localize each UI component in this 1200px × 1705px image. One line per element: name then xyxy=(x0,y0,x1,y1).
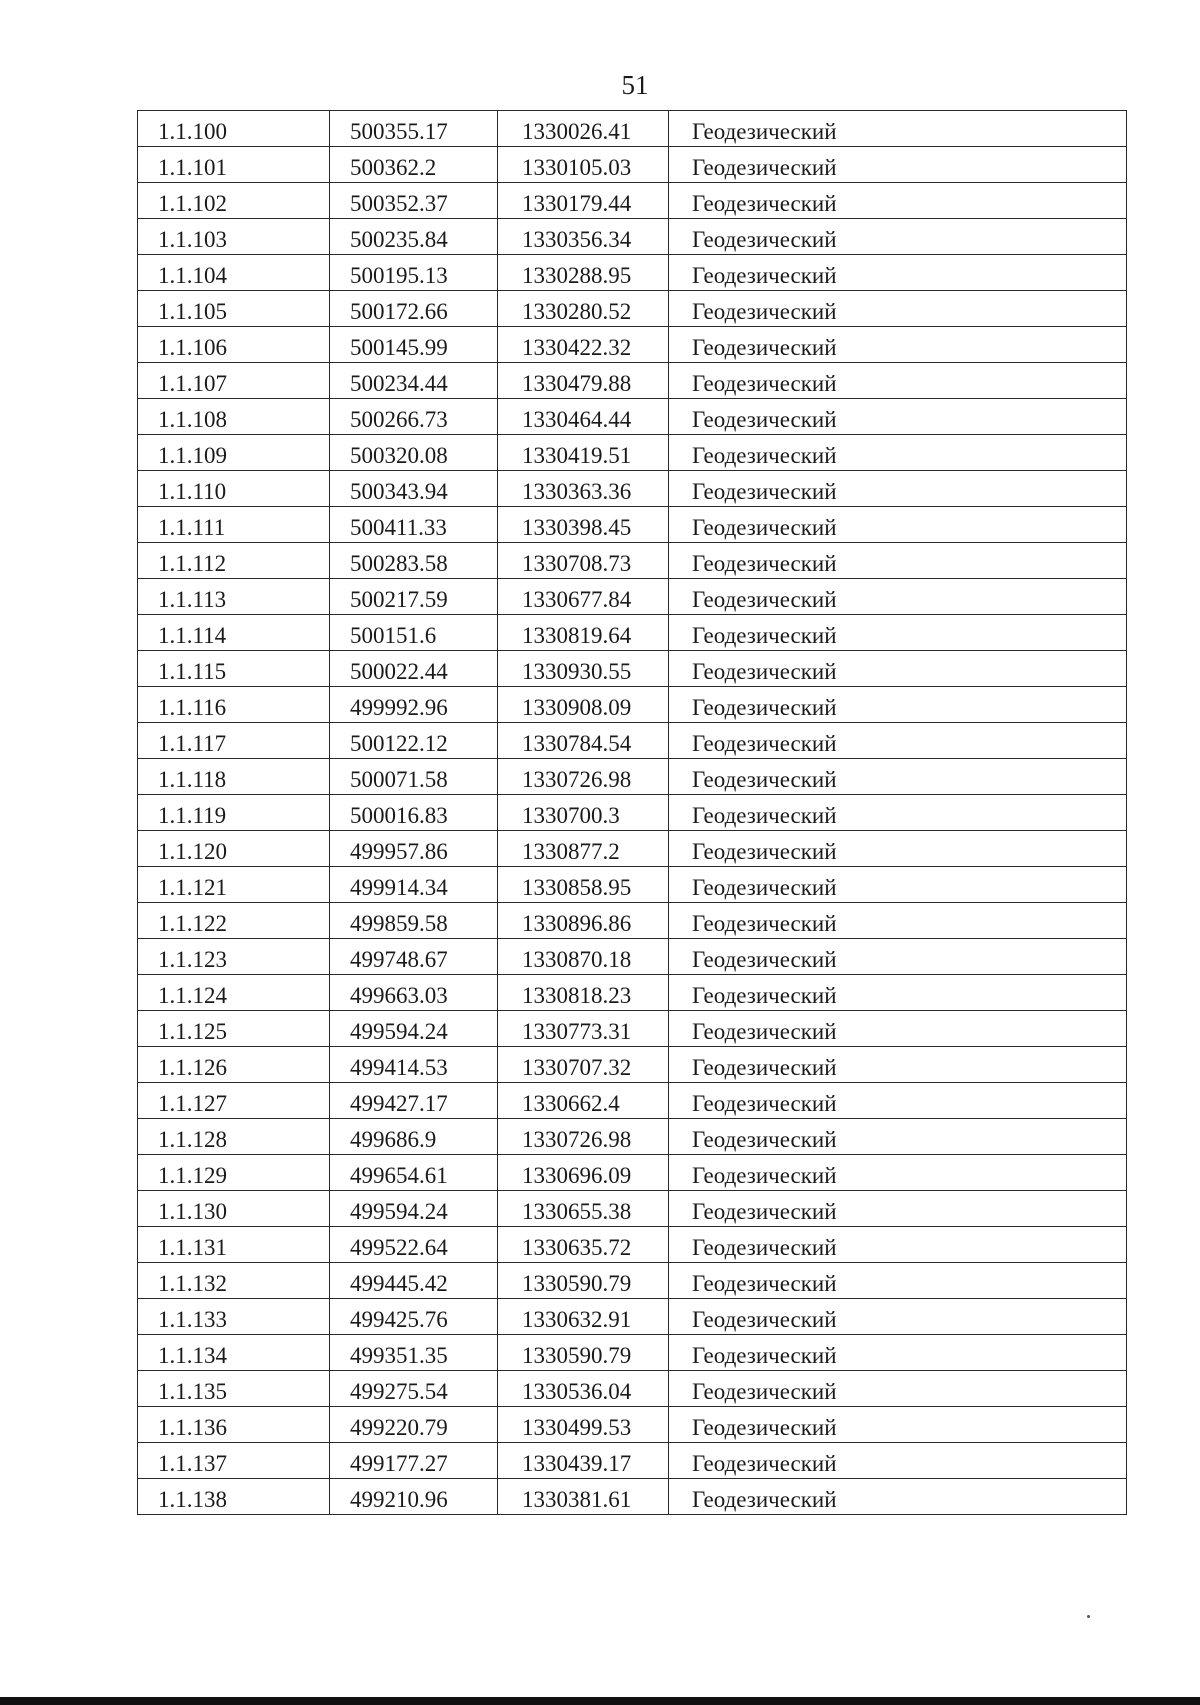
point-type-cell: Геодезический xyxy=(669,759,1127,795)
y-coordinate-cell: 1330398.45 xyxy=(498,507,669,543)
x-coordinate-cell: 499594.24 xyxy=(330,1191,498,1227)
table-row xyxy=(138,1443,1127,1479)
x-coordinate-cell: 499663.03 xyxy=(330,975,498,1011)
point-type-cell: Геодезический xyxy=(669,1299,1127,1335)
y-coordinate-cell: 1330419.51 xyxy=(498,435,669,471)
x-coordinate-cell: 500145.99 xyxy=(330,327,498,363)
point-type-cell: Геодезический xyxy=(669,1047,1127,1083)
scan-bottom-edge xyxy=(0,1697,1200,1705)
x-coordinate-cell: 499414.53 xyxy=(330,1047,498,1083)
point-type-cell: Геодезический xyxy=(669,471,1127,507)
point-type-cell: Геодезический xyxy=(669,1083,1127,1119)
table-row xyxy=(138,1263,1127,1299)
x-coordinate-cell: 499654.61 xyxy=(330,1155,498,1191)
y-coordinate-cell: 1330726.98 xyxy=(498,1119,669,1155)
point-id-cell: 1.1.103 xyxy=(138,219,330,255)
x-coordinate-cell: 499351.35 xyxy=(330,1335,498,1371)
y-coordinate-cell: 1330105.03 xyxy=(498,147,669,183)
point-id-cell: 1.1.109 xyxy=(138,435,330,471)
table-row xyxy=(138,723,1127,759)
x-coordinate-cell: 500352.37 xyxy=(330,183,498,219)
x-coordinate-cell: 500071.58 xyxy=(330,759,498,795)
point-id-cell: 1.1.132 xyxy=(138,1263,330,1299)
point-id-cell: 1.1.118 xyxy=(138,759,330,795)
table-row xyxy=(138,1227,1127,1263)
y-coordinate-cell: 1330479.88 xyxy=(498,363,669,399)
point-type-cell: Геодезический xyxy=(669,1227,1127,1263)
y-coordinate-cell: 1330858.95 xyxy=(498,867,669,903)
table-row xyxy=(138,579,1127,615)
point-type-cell: Геодезический xyxy=(669,147,1127,183)
point-type-cell: Геодезический xyxy=(669,795,1127,831)
point-type-cell: Геодезический xyxy=(669,1371,1127,1407)
table-row xyxy=(138,1371,1127,1407)
y-coordinate-cell: 1330726.98 xyxy=(498,759,669,795)
point-type-cell: Геодезический xyxy=(669,1119,1127,1155)
y-coordinate-cell: 1330784.54 xyxy=(498,723,669,759)
point-id-cell: 1.1.123 xyxy=(138,939,330,975)
point-id-cell: 1.1.110 xyxy=(138,471,330,507)
point-id-cell: 1.1.124 xyxy=(138,975,330,1011)
x-coordinate-cell: 499859.58 xyxy=(330,903,498,939)
point-type-cell: Геодезический xyxy=(669,1263,1127,1299)
point-type-cell: Геодезический xyxy=(669,867,1127,903)
x-coordinate-cell: 500411.33 xyxy=(330,507,498,543)
point-type-cell: Геодезический xyxy=(669,975,1127,1011)
point-type-cell: Геодезический xyxy=(669,363,1127,399)
point-type-cell: Геодезический xyxy=(669,435,1127,471)
point-type-cell: Геодезический xyxy=(669,1011,1127,1047)
y-coordinate-cell: 1330870.18 xyxy=(498,939,669,975)
point-type-cell: Геодезический xyxy=(669,1443,1127,1479)
point-id-cell: 1.1.115 xyxy=(138,651,330,687)
point-id-cell: 1.1.134 xyxy=(138,1335,330,1371)
y-coordinate-cell: 1330700.3 xyxy=(498,795,669,831)
table-row xyxy=(138,975,1127,1011)
y-coordinate-cell: 1330930.55 xyxy=(498,651,669,687)
y-coordinate-cell: 1330356.34 xyxy=(498,219,669,255)
y-coordinate-cell: 1330280.52 xyxy=(498,291,669,327)
point-id-cell: 1.1.113 xyxy=(138,579,330,615)
point-id-cell: 1.1.126 xyxy=(138,1047,330,1083)
x-coordinate-cell: 499686.9 xyxy=(330,1119,498,1155)
point-id-cell: 1.1.136 xyxy=(138,1407,330,1443)
point-type-cell: Геодезический xyxy=(669,903,1127,939)
point-type-cell: Геодезический xyxy=(669,291,1127,327)
point-id-cell: 1.1.107 xyxy=(138,363,330,399)
point-type-cell: Геодезический xyxy=(669,1335,1127,1371)
point-id-cell: 1.1.135 xyxy=(138,1371,330,1407)
y-coordinate-cell: 1330590.79 xyxy=(498,1263,669,1299)
y-coordinate-cell: 1330819.64 xyxy=(498,615,669,651)
page-number: 51 xyxy=(621,70,649,100)
point-id-cell: 1.1.129 xyxy=(138,1155,330,1191)
point-type-cell: Геодезический xyxy=(669,687,1127,723)
y-coordinate-cell: 1330590.79 xyxy=(498,1335,669,1371)
point-id-cell: 1.1.130 xyxy=(138,1191,330,1227)
point-type-cell: Геодезический xyxy=(669,507,1127,543)
point-id-cell: 1.1.120 xyxy=(138,831,330,867)
point-type-cell: Геодезический xyxy=(669,939,1127,975)
y-coordinate-cell: 1330026.41 xyxy=(498,111,669,147)
y-coordinate-cell: 1330877.2 xyxy=(498,831,669,867)
point-id-cell: 1.1.111 xyxy=(138,507,330,543)
point-type-cell: Геодезический xyxy=(669,327,1127,363)
x-coordinate-cell: 499914.34 xyxy=(330,867,498,903)
table-row xyxy=(138,111,1127,147)
point-id-cell: 1.1.105 xyxy=(138,291,330,327)
y-coordinate-cell: 1330708.73 xyxy=(498,543,669,579)
y-coordinate-cell: 1330707.32 xyxy=(498,1047,669,1083)
table-row xyxy=(138,795,1127,831)
x-coordinate-cell: 499522.64 xyxy=(330,1227,498,1263)
point-id-cell: 1.1.133 xyxy=(138,1299,330,1335)
point-id-cell: 1.1.116 xyxy=(138,687,330,723)
table-row xyxy=(138,363,1127,399)
point-type-cell: Геодезический xyxy=(669,1407,1127,1443)
y-coordinate-cell: 1330464.44 xyxy=(498,399,669,435)
x-coordinate-cell: 499220.79 xyxy=(330,1407,498,1443)
point-type-cell: Геодезический xyxy=(669,723,1127,759)
x-coordinate-cell: 499210.96 xyxy=(330,1479,498,1515)
point-type-cell: Геодезический xyxy=(669,615,1127,651)
table-row xyxy=(138,1119,1127,1155)
table-row xyxy=(138,615,1127,651)
point-id-cell: 1.1.122 xyxy=(138,903,330,939)
point-id-cell: 1.1.128 xyxy=(138,1119,330,1155)
y-coordinate-cell: 1330908.09 xyxy=(498,687,669,723)
y-coordinate-cell: 1330896.86 xyxy=(498,903,669,939)
table-body xyxy=(138,111,1127,1515)
table-row xyxy=(138,903,1127,939)
table-row xyxy=(138,1479,1127,1515)
table-row xyxy=(138,147,1127,183)
table-row xyxy=(138,435,1127,471)
x-coordinate-cell: 499177.27 xyxy=(330,1443,498,1479)
x-coordinate-cell: 499957.86 xyxy=(330,831,498,867)
x-coordinate-cell: 500016.83 xyxy=(330,795,498,831)
table-row xyxy=(138,183,1127,219)
x-coordinate-cell: 500217.59 xyxy=(330,579,498,615)
table-row xyxy=(138,687,1127,723)
point-type-cell: Геодезический xyxy=(669,1191,1127,1227)
x-coordinate-cell: 500172.66 xyxy=(330,291,498,327)
point-id-cell: 1.1.102 xyxy=(138,183,330,219)
point-id-cell: 1.1.138 xyxy=(138,1479,330,1515)
x-coordinate-cell: 499992.96 xyxy=(330,687,498,723)
point-type-cell: Геодезический xyxy=(669,399,1127,435)
point-id-cell: 1.1.137 xyxy=(138,1443,330,1479)
point-type-cell: Геодезический xyxy=(669,651,1127,687)
y-coordinate-cell: 1330635.72 xyxy=(498,1227,669,1263)
x-coordinate-cell: 499445.42 xyxy=(330,1263,498,1299)
table-row xyxy=(138,543,1127,579)
point-type-cell: Геодезический xyxy=(669,219,1127,255)
x-coordinate-cell: 499748.67 xyxy=(330,939,498,975)
x-coordinate-cell: 500151.6 xyxy=(330,615,498,651)
x-coordinate-cell: 500022.44 xyxy=(330,651,498,687)
point-id-cell: 1.1.114 xyxy=(138,615,330,651)
table-row xyxy=(138,219,1127,255)
x-coordinate-cell: 500122.12 xyxy=(330,723,498,759)
x-coordinate-cell: 500234.44 xyxy=(330,363,498,399)
x-coordinate-cell: 499427.17 xyxy=(330,1083,498,1119)
table-row xyxy=(138,291,1127,327)
table-row xyxy=(138,1191,1127,1227)
x-coordinate-cell: 500343.94 xyxy=(330,471,498,507)
x-coordinate-cell: 499275.54 xyxy=(330,1371,498,1407)
table-row xyxy=(138,1155,1127,1191)
x-coordinate-cell: 500266.73 xyxy=(330,399,498,435)
point-id-cell: 1.1.100 xyxy=(138,111,330,147)
y-coordinate-cell: 1330818.23 xyxy=(498,975,669,1011)
table-row xyxy=(138,1335,1127,1371)
y-coordinate-cell: 1330499.53 xyxy=(498,1407,669,1443)
point-id-cell: 1.1.101 xyxy=(138,147,330,183)
y-coordinate-cell: 1330179.44 xyxy=(498,183,669,219)
point-type-cell: Геодезический xyxy=(669,543,1127,579)
y-coordinate-cell: 1330677.84 xyxy=(498,579,669,615)
y-coordinate-cell: 1330632.91 xyxy=(498,1299,669,1335)
y-coordinate-cell: 1330363.36 xyxy=(498,471,669,507)
y-coordinate-cell: 1330696.09 xyxy=(498,1155,669,1191)
y-coordinate-cell: 1330773.31 xyxy=(498,1011,669,1047)
point-type-cell: Геодезический xyxy=(669,111,1127,147)
point-type-cell: Геодезический xyxy=(669,1479,1127,1515)
point-id-cell: 1.1.127 xyxy=(138,1083,330,1119)
x-coordinate-cell: 500320.08 xyxy=(330,435,498,471)
x-coordinate-cell: 499425.76 xyxy=(330,1299,498,1335)
y-coordinate-cell: 1330381.61 xyxy=(498,1479,669,1515)
y-coordinate-cell: 1330536.04 xyxy=(498,1371,669,1407)
table-row xyxy=(138,471,1127,507)
x-coordinate-cell: 500235.84 xyxy=(330,219,498,255)
table-row xyxy=(138,1047,1127,1083)
y-coordinate-cell: 1330662.4 xyxy=(498,1083,669,1119)
table-row xyxy=(138,1011,1127,1047)
point-id-cell: 1.1.125 xyxy=(138,1011,330,1047)
point-id-cell: 1.1.131 xyxy=(138,1227,330,1263)
x-coordinate-cell: 499594.24 xyxy=(330,1011,498,1047)
point-id-cell: 1.1.119 xyxy=(138,795,330,831)
table-row xyxy=(138,867,1127,903)
x-coordinate-cell: 500283.58 xyxy=(330,543,498,579)
point-id-cell: 1.1.112 xyxy=(138,543,330,579)
point-id-cell: 1.1.106 xyxy=(138,327,330,363)
y-coordinate-cell: 1330422.32 xyxy=(498,327,669,363)
y-coordinate-cell: 1330655.38 xyxy=(498,1191,669,1227)
point-type-cell: Геодезический xyxy=(669,183,1127,219)
table-row xyxy=(138,759,1127,795)
x-coordinate-cell: 500355.17 xyxy=(330,111,498,147)
point-id-cell: 1.1.117 xyxy=(138,723,330,759)
y-coordinate-cell: 1330288.95 xyxy=(498,255,669,291)
coordinates-table xyxy=(137,110,1127,1515)
point-id-cell: 1.1.108 xyxy=(138,399,330,435)
table-row xyxy=(138,255,1127,291)
table-row xyxy=(138,1299,1127,1335)
x-coordinate-cell: 500195.13 xyxy=(330,255,498,291)
point-type-cell: Геодезический xyxy=(669,579,1127,615)
table-row xyxy=(138,651,1127,687)
point-id-cell: 1.1.121 xyxy=(138,867,330,903)
point-type-cell: Геодезический xyxy=(669,255,1127,291)
point-id-cell: 1.1.104 xyxy=(138,255,330,291)
point-type-cell: Геодезический xyxy=(669,1155,1127,1191)
table-row xyxy=(138,939,1127,975)
table-row xyxy=(138,1083,1127,1119)
table-row xyxy=(138,831,1127,867)
y-coordinate-cell: 1330439.17 xyxy=(498,1443,669,1479)
table-row xyxy=(138,327,1127,363)
point-type-cell: Геодезический xyxy=(669,831,1127,867)
table-row xyxy=(138,399,1127,435)
table-row xyxy=(138,1407,1127,1443)
x-coordinate-cell: 500362.2 xyxy=(330,147,498,183)
table-row xyxy=(138,507,1127,543)
scan-speck xyxy=(1087,1615,1090,1618)
